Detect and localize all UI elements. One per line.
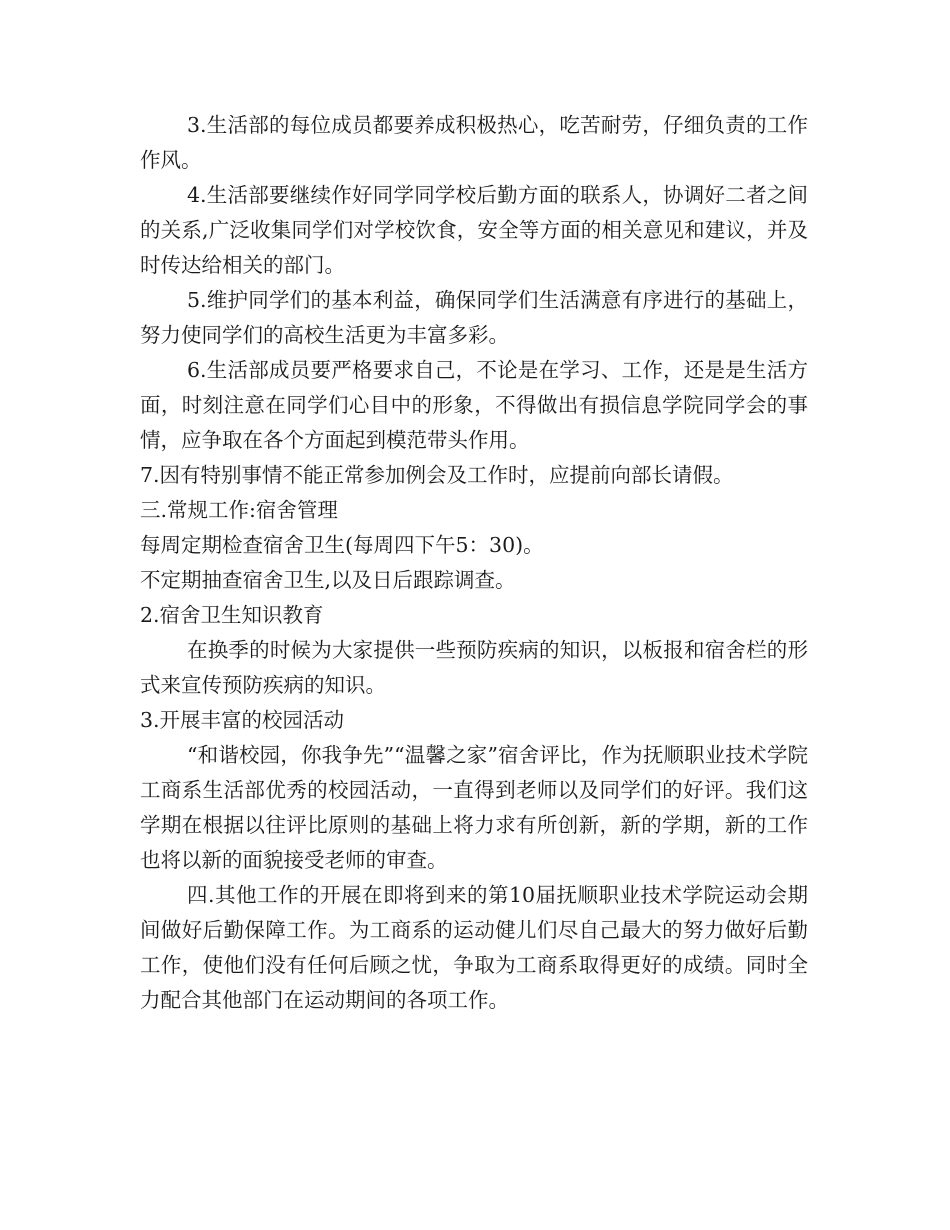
paragraph-item-4: 4.生活部要继续作好同学同学校后勤方面的联系人，协调好二者之间的关系,广泛收集同学们对学校饮食，安全等方面的相关意见和建议，并及时传达给相关的部门。 xyxy=(140,183,808,277)
section-heading-routine-work: 三.常规工作:宿舍管理 xyxy=(140,498,338,522)
paragraph-other-work: 四.其他工作的开展在即将到来的第10届抚顺职业技术学院运动会期间做好后勤保障工作。为工商系的运动健儿们尽自己最大的努力做好后勤工作，使他们没有任何后顾之忧，争取为工商系取得更好的成绩。同时全力配合其他部门在运动期间的各项工作。 xyxy=(140,883,808,1012)
paragraph-campus-activities: “和谐校园，你我争先”“温馨之家”宿舍评比，作为抚顺职业技术学院工商系生活部优秀的校园活动，一直得到老师以及同学们的好评。我们这学期在根据以往评比原则的基础上将力求有所创新，新的学期，新的工作也将以新的面貌接受老师的审查。 xyxy=(140,743,808,872)
paragraph-item-6: 6.生活部成员要严格要求自己，不论是在学习、工作，还是是生活方面，时刻注意在同学们心目中的形象，不得做出有损信息学院同学会的事情，应争取在各个方面起到模范带头作用。 xyxy=(140,358,808,452)
subheading-campus-activities: 3.开展丰富的校园活动 xyxy=(140,708,345,732)
paragraph-item-3: 3.生活部的每位成员都要养成积极热心，吃苦耐劳，仔细负责的工作作风。 xyxy=(140,113,808,172)
paragraph-random-inspection: 不定期抽查宿舍卫生,以及日后跟踪调查。 xyxy=(140,568,516,592)
paragraph-hygiene-education: 在换季的时候为大家提供一些预防疾病的知识，以板报和宿舍栏的形式来宣传预防疾病的知识。 xyxy=(140,638,808,697)
paragraph-item-7: 7.因有特别事情不能正常参加例会及工作时，应提前向部长请假。 xyxy=(140,463,734,487)
paragraph-weekly-inspection: 每周定期检查宿舍卫生(每周四下午5：30)。 xyxy=(140,533,544,557)
subheading-hygiene-education: 2.宿舍卫生知识教育 xyxy=(140,603,324,627)
document-body xyxy=(140,108,808,1018)
paragraph-item-5: 5.维护同学们的基本利益，确保同学们生活满意有序进行的基础上，努力使同学们的高校生活更为丰富多彩。 xyxy=(140,288,808,347)
